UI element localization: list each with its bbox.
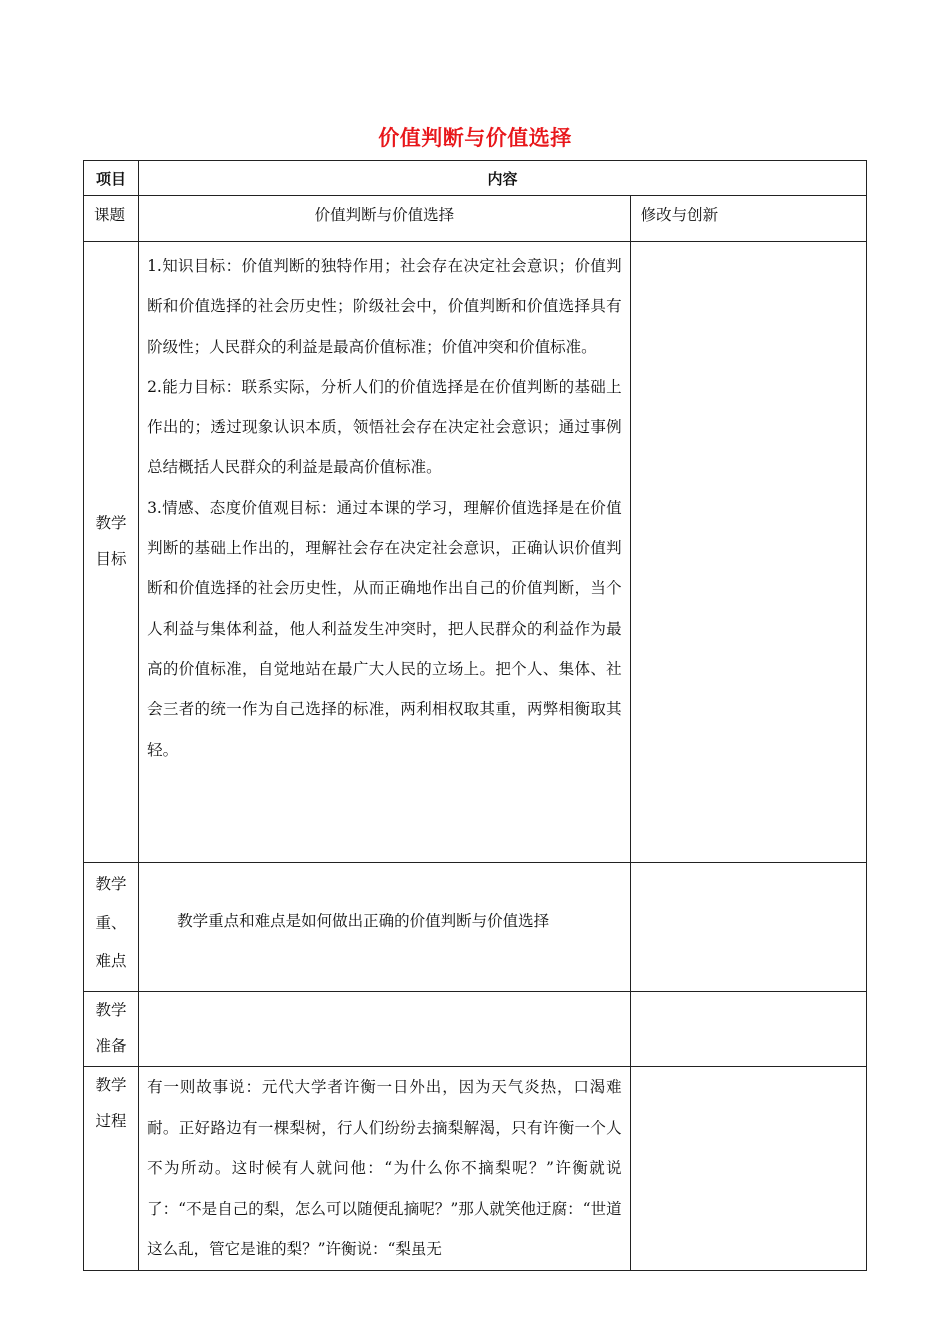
header-item: 项目 [84,161,139,196]
process-content: 有一则故事说：元代大学者许衡一日外出，因为天气炎热，口渴难耐。正好路边有一棵梨树，行人们纷纷去摘梨解渴，只有许衡一个人不为所动。这时候有人就问他：“为什么你不摘梨呢？”许衡就说了：“不是自己的梨，怎么可以随便乱摘呢？”那人就笑他迂腐：“世道这么乱，管它是谁的梨？”许衡说：“梨虽无 [139,1067,631,1271]
page-title: 价值判断与价值选择 [378,126,572,150]
goals-label-line1: 教学 [95,514,127,532]
preparation-content [139,992,631,1067]
edit-column-label: 修改与创新 [630,196,866,242]
teaching-goals-content [139,242,631,863]
prep-label-line1: 教学 [95,1001,127,1019]
topic-label: 课题 [84,196,139,242]
process-label-line1: 教学 [95,1076,127,1094]
header-content: 内容 [139,161,867,196]
key-points-row [84,863,867,992]
knowledge-goal: 1.知识目标：价值判断的独特作用；社会存在决定社会意识；价值判断和价值选择的社会历史性；阶级社会中，价值判断和价值选择具有阶级性；人民群众的利益是最高价值标准；价值冲突和价值标准。 [147,257,622,356]
key-points-content: 教学重点和难点是如何做出正确的价值判断与价值选择 [139,863,631,992]
prep-label-line2: 准备 [95,1037,127,1055]
process-label-line2: 过程 [95,1112,127,1130]
teaching-goals-row [84,242,867,863]
attitude-goal: 3.情感、态度价值观目标：通过本课的学习，理解价值选择是在价值判断的基础上作出的，理解社会存在决定社会意识，正确认识价值判断和价值选择的社会历史性，从而正确地作出自己的价值判断，当个人利益与集体利益，他人利益发生冲突时，把人民群众的利益作为最高的价值标准，自觉地站在最广大人民的立场上。把个人、集体、社会三者的统一作为自己选择的标准，两利相权取其重，两弊相衡取其轻。 [147,498,622,759]
teaching-goals-label [84,242,139,863]
process-row [84,1067,867,1271]
key-points-edit-cell [630,863,866,992]
ability-goal: 2.能力目标：联系实际，分析人们的价值选择是在价值判断的基础上作出的；透过现象认识本质，领悟社会存在决定社会意识；通过事例总结概括人民群众的利益是最高价值标准。 [147,377,622,477]
goals-edit-cell [630,242,866,863]
table-header-row [84,161,867,196]
key-label-line2: 重、 [95,913,127,932]
process-edit-cell [630,1067,866,1271]
topic-value: 价值判断与价值选择 [139,196,631,242]
key-label-line1: 教学 [95,875,127,893]
preparation-edit-cell [630,992,866,1067]
preparation-label [84,992,139,1067]
preparation-row [84,992,867,1067]
key-label-line3: 难点 [95,952,127,970]
goals-label-line2: 目标 [95,550,127,568]
lesson-plan-table [83,160,867,1271]
process-label [84,1067,139,1271]
key-points-label [84,863,139,992]
topic-row [84,196,867,242]
